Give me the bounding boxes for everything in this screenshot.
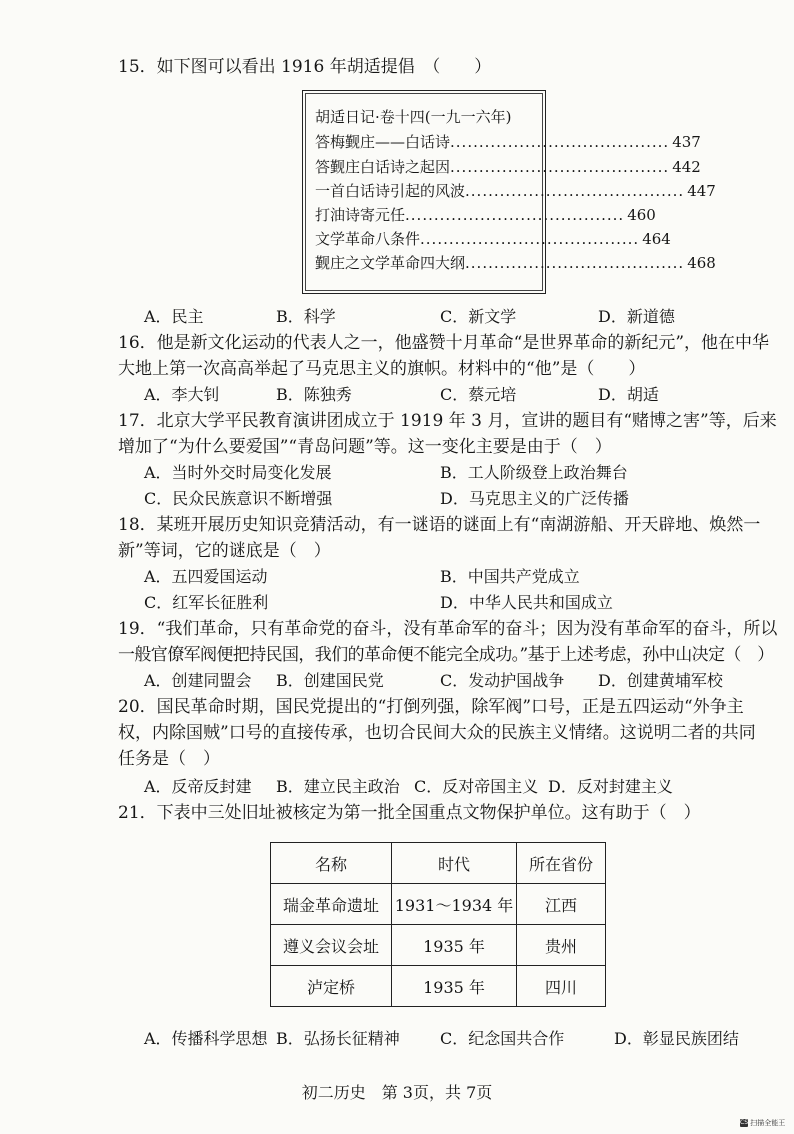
q16-option-a: A．李大钊	[144, 385, 220, 404]
q16-line-1: 16．他是新文化运动的代表人之一，他盛赞十月革命“是世界革命的新纪元”，他在中华	[118, 333, 770, 353]
diary-entry-text: 打油诗寄元任	[315, 206, 406, 224]
q19-option-d: D．创建黄埔军校	[598, 671, 723, 690]
diary-entry-page: 437	[672, 133, 701, 151]
q15-option-a: A．民主	[144, 307, 204, 326]
q17-option-d: D．马克思主义的广泛传播	[440, 489, 629, 508]
q16-option-c: C．蔡元培	[440, 385, 517, 404]
diary-entry-page: 460	[627, 206, 656, 224]
scanner-watermark	[740, 1118, 785, 1128]
diary-entry-text: 一首白话诗引起的风波	[315, 182, 466, 200]
q18-option-d: D．中华人民共和国成立	[440, 593, 613, 612]
table-cell: 江西	[517, 884, 606, 925]
q17-line-1: 17．北京大学平民教育演讲团成立于 1919 年 3 月，宣讲的题目有“赌博之害”等，后来	[118, 411, 777, 431]
q16-line-2: 大地上第一次高高举起了马克思主义的旗帜。材料中的“他”是（ ）	[118, 359, 646, 379]
q20-line-2: 权，内除国贼”口号的直接传承，也切合民间大众的民族主义情绪。这说明二者的共同	[118, 723, 756, 743]
q16-option-d: D．胡适	[598, 385, 659, 404]
q19-option-b: B．创建国民党	[276, 671, 384, 690]
scanner-logo-icon: CS	[740, 1119, 748, 1126]
table-cell: 瑞金革命遗址	[271, 884, 392, 925]
diary-title: 胡适日记·卷十四(一九一六年)	[315, 108, 512, 126]
diary-entry: 打油诗寄元任 ...................................... 460	[315, 206, 656, 224]
table-cell: 1931～1934 年	[392, 884, 517, 925]
diary-entry-text: 觐庄之文学革命四大纲	[315, 254, 466, 272]
q20-option-a: A．反帝反封建	[144, 777, 252, 796]
q17-option-c: C．民众民族意识不断增强	[144, 489, 333, 508]
q18-line-1: 18．某班开展历史知识竞猜活动，有一谜语的谜面上有“南湖游船、开天辟地、焕然一	[118, 515, 761, 535]
q15-stem: 15．如下图可以看出 1916 年胡适提倡 （ ）	[118, 57, 492, 77]
diary-entry: 觐庄之文学革命四大纲 ...................................... 468	[315, 254, 716, 272]
diary-entry: 答觐庄白话诗之起因 ...................................... 442	[315, 158, 701, 176]
q20-line-1: 20．国民革命时期，国民党提出的“打倒列强，除军阀”口号，正是五四运动“外争主	[118, 697, 744, 717]
diary-entry-page: 464	[642, 230, 671, 248]
q20-option-d: D．反对封建主义	[548, 777, 673, 796]
q17-option-a: A．当时外交时局变化发展	[144, 463, 332, 482]
diary-entry-text: 答梅觐庄——白话诗	[315, 133, 451, 151]
table-cell: 四川	[517, 966, 606, 1007]
diary-entry: 答梅觐庄——白话诗 ...................................... 437	[315, 133, 701, 151]
table-header-row	[271, 843, 606, 884]
q18-option-a: A．五四爱国运动	[144, 567, 268, 586]
table-cell: 遵义会议会址	[271, 925, 392, 966]
scanner-watermark-label: 扫描全能王	[750, 1119, 786, 1127]
q20-option-c: C．反对帝国主义	[414, 777, 539, 796]
q15-option-b: B．科学	[276, 307, 336, 326]
table-cell: 贵州	[517, 925, 606, 966]
diary-entry-page: 468	[687, 254, 716, 272]
diary-entry: 一首白话诗引起的风波 ...................................... 447	[315, 182, 716, 200]
heritage-sites-table	[270, 842, 606, 1007]
table-row	[271, 966, 606, 1007]
q21-option-c: C．纪念国共合作	[440, 1029, 565, 1048]
diary-entry-page: 447	[687, 182, 716, 200]
table-header-era: 时代	[392, 843, 517, 884]
q19-option-c: C．发动护国战争	[440, 671, 565, 690]
q16-option-b: B．陈独秀	[276, 385, 352, 404]
page-footer: 初二历史 第 3页，共 7页	[301, 1083, 493, 1102]
q15-option-d: D．新道德	[598, 307, 675, 326]
q18-option-c: C．红军长征胜利	[144, 593, 269, 612]
q21-option-b: B．弘扬长征精神	[276, 1029, 400, 1048]
q19-line-1: 19．“我们革命，只有革命党的奋斗，没有革命军的奋斗；因为没有革命军的奋斗，所以	[118, 619, 778, 639]
q21-option-d: D．彰显民族团结	[614, 1029, 739, 1048]
table-header-province: 所在省份	[517, 843, 606, 884]
table-cell: 泸定桥	[271, 966, 392, 1007]
q18-option-b: B．中国共产党成立	[440, 567, 580, 586]
q17-option-b: B．工人阶级登上政治舞台	[440, 463, 628, 482]
q19-option-a: A．创建同盟会	[144, 671, 252, 690]
diary-excerpt-box	[302, 90, 716, 294]
q21-stem: 21．下表中三处旧址被核定为第一批全国重点文物保护单位。这有助于（ ）	[118, 803, 701, 823]
table-header-name: 名称	[271, 843, 392, 884]
table-cell: 1935 年	[392, 966, 517, 1007]
q18-line-2: 新”等词，它的谜底是（ ）	[118, 541, 331, 561]
diary-entry-page: 442	[672, 158, 701, 176]
q21-option-a: A．传播科学思想	[144, 1029, 268, 1048]
table-cell: 1935 年	[392, 925, 517, 966]
diary-entry: 文学革命八条件 ...................................... 464	[315, 230, 671, 248]
q17-line-2: 增加了“为什么要爱国”“青岛问题”等。这一变化主要是由于（ ）	[118, 437, 612, 457]
diary-entry-text: 答觐庄白话诗之起因	[315, 158, 451, 176]
q20-option-b: B．建立民主政治	[276, 777, 400, 796]
diary-entry-text: 文学革命八条件	[315, 230, 421, 248]
table-row	[271, 925, 606, 966]
q20-line-3: 任务是（ ）	[118, 749, 220, 769]
q15-option-c: C．新文学	[440, 307, 517, 326]
table-row	[271, 884, 606, 925]
q19-line-2: 一般官僚军阀便把持民国，我们的革命便不能完全成功。”基于上述考虑，孙中山决定（ ）	[118, 645, 774, 665]
